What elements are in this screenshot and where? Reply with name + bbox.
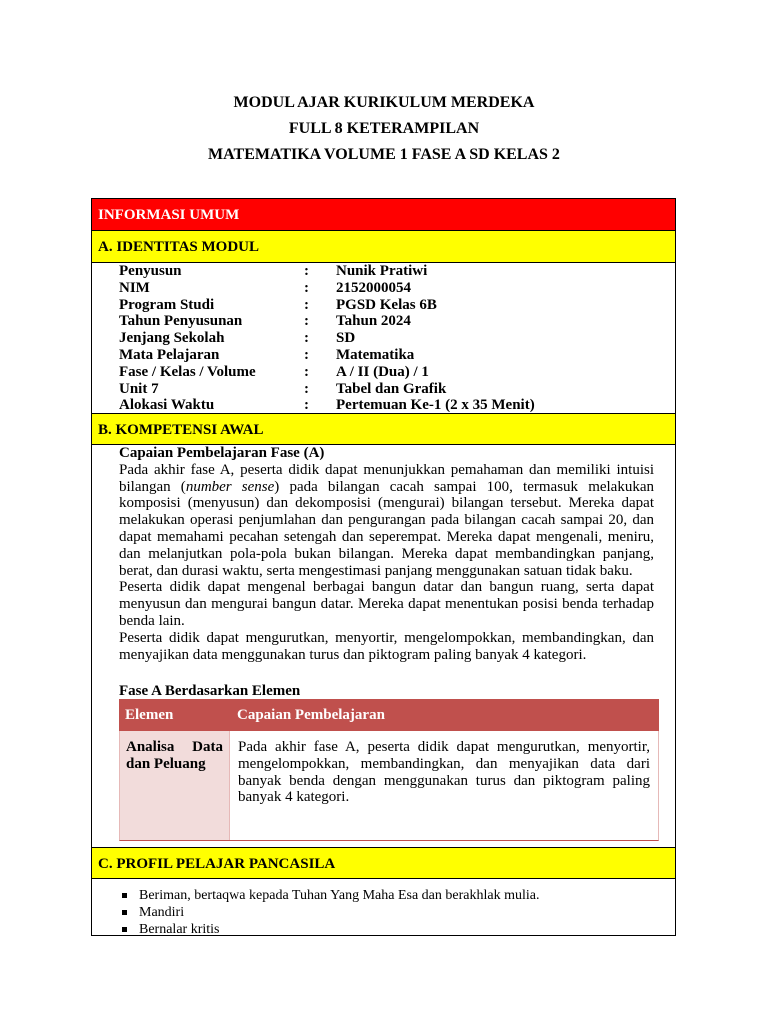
header-elemen: Elemen bbox=[125, 707, 174, 723]
identitas-row: Tahun Penyusunan : Tahun 2024 bbox=[119, 313, 411, 330]
capaian-table bbox=[119, 699, 659, 841]
kompetensi-paragraph-3: Peserta didik dapat mengurutkan, menyortir, mengelompokkan, membandingkan, dan menyajikan data menggunakan turus dan piktogram paling banyak 4 kategori. bbox=[119, 629, 654, 663]
header-capaian: Capaian Pembelajaran bbox=[237, 707, 385, 723]
title-line-2: FULL 8 KETERAMPILAN bbox=[288, 120, 480, 137]
list-item: Beriman, bertaqwa kepada Tuhan Yang Maha Esa dan berakhlak mulia. bbox=[122, 887, 539, 904]
document-title bbox=[0, 90, 768, 168]
identitas-row: Mata Pelajaran : Matematika bbox=[119, 346, 415, 363]
capaian-table-header bbox=[119, 699, 659, 731]
kompetensi-paragraph-1: Pada akhir fase A, peserta didik dapat menunjukkan pemahaman dan memiliki intuisi bilangan (number sense) pada bilangan cacah sampai 100, termasuk melakukan komposisi (menyusun) dan dekomposisi (mengurai) bilangan tersebut. Mereka dapat melakukan operasi penjumlahan dan pengurangan pada bilangan cacah sampai 20, dan dapat memahami pecahan setengah dan seperempat. Mereka dapat mengenali, meniru, dan melanjutkan pola-pola bukan bilangan. Mereka dapat membandingkan panjang, berat, dan durasi waktu, serta mengestimasi panjang menggunakan satuan tidak baku. bbox=[119, 461, 654, 579]
bullet-icon bbox=[122, 893, 127, 898]
identitas-row: Jenjang Sekolah : SD bbox=[119, 330, 356, 347]
identitas-row: Program Studi : PGSD Kelas 6B bbox=[119, 296, 437, 313]
kompetensi-content bbox=[119, 445, 654, 663]
identitas-row: Fase / Kelas / Volume : A / II (Dua) / 1 bbox=[119, 363, 429, 380]
cell-elemen: Analisa Data dan Peluang bbox=[120, 731, 230, 840]
title-line-3: MATEMATIKA VOLUME 1 FASE A SD KELAS 2 bbox=[208, 146, 560, 163]
list-item: Bernalar kritis bbox=[122, 921, 539, 938]
fase-elemen-title: Fase A Berdasarkan Elemen bbox=[119, 683, 301, 699]
identitas-row: Unit 7 : Tabel dan Grafik bbox=[119, 380, 447, 397]
bullet-icon bbox=[122, 910, 127, 915]
section-kompetensi-awal: B. KOMPETENSI AWAL bbox=[92, 413, 675, 445]
identitas-table bbox=[119, 263, 656, 414]
bullet-icon bbox=[122, 927, 127, 932]
cell-capaian: Pada akhir fase A, peserta didik dapat mengurutkan, menyortir, mengelompokkan, membandingkan, dan menyajikan data dari banyak benda dengan menggunakan turus dan piktogram paling banyak 4 kategori. bbox=[230, 731, 658, 840]
section-profil-pelajar: C. PROFIL PELAJAR PANCASILA bbox=[92, 847, 675, 879]
section-identitas-modul: A. IDENTITAS MODUL bbox=[92, 231, 675, 263]
table-row bbox=[119, 731, 659, 841]
section-informasi-umum: INFORMASI UMUM bbox=[92, 199, 675, 231]
module-info-box bbox=[91, 198, 676, 936]
identitas-row: NIM : 2152000054 bbox=[119, 279, 411, 296]
capaian-subtitle: Capaian Pembelajaran Fase (A) bbox=[119, 445, 325, 461]
kompetensi-paragraph-2: Peserta didik dapat mengenal berbagai bangun datar dan bangun ruang, serta dapat menyusun dan mengurai bangun datar. Mereka dapat menentukan posisi benda terhadap benda lain. bbox=[119, 579, 654, 629]
title-line-1: MODUL AJAR KURIKULUM MERDEKA bbox=[233, 94, 535, 111]
identitas-row: Alokasi Waktu : Pertemuan Ke-1 (2 x 35 Menit) bbox=[119, 397, 535, 414]
list-item: Mandiri bbox=[122, 904, 539, 921]
identitas-row: Penyusun : Nunik Pratiwi bbox=[119, 263, 428, 279]
profil-list bbox=[122, 887, 539, 938]
